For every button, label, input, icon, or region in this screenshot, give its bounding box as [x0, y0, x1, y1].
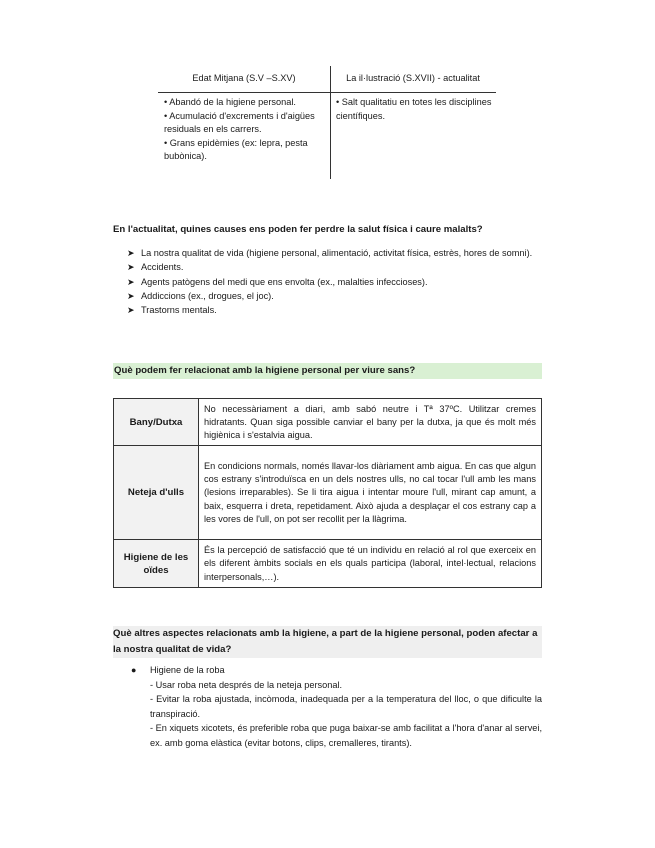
roba-line: - En xiquets xicotets, és preferible roba que puga baixar-se amb facilitat a l'hora d'anar al servei, ex. amb goma elàstica (evitar botons, clips, cremalleres, tirants). [150, 723, 542, 748]
history-item: • Salt qualitatiu en totes les disciplines científiques. [336, 97, 492, 121]
list-item: ➤ La nostra qualitat de vida (higiene personal, alimentació, activitat física, estrès, hores de somni). [127, 246, 543, 260]
roba-line: - Evitar la roba ajustada, incòmoda, inadequada per a la temperatura del lloc, o que dificulte la transpiració. [150, 694, 542, 719]
history-item: • Grans epidèmies (ex: lepra, pesta bubònica). [164, 137, 308, 161]
question-altres-aspectes: Què altres aspectes relacionats amb la higiene, a part de la higiene personal, poden afectar a la nostra qualitat de vida? [113, 626, 542, 658]
causes-list [127, 246, 543, 317]
header-edat-mitjana: Edat Mitjana (S.V –S.XV) [192, 73, 296, 84]
table-row [114, 540, 542, 588]
arrow-bullet-icon: ➤ [127, 262, 135, 273]
roba-line: - Usar roba neta després de la neteja personal. [150, 679, 343, 690]
history-item: • Abandó de la higiene personal. [164, 97, 296, 107]
history-col-1 [164, 96, 328, 164]
hygiene-table [113, 398, 542, 588]
row-key: Higiene de les oïdes [114, 540, 199, 588]
arrow-bullet-icon: ➤ [127, 276, 135, 287]
arrow-bullet-icon: ➤ [127, 305, 135, 316]
row-value: En condicions normals, només llavar-los diàriament amb aigua. En cas que algun cos estrany s'introduïsca en un dels nostres ulls, no cal tocar l'ull amb les mans (lesions irreparables). Se li tira aigua i intentar moure l'ull, mirant cap amunt, a baix, esquerra i dreta, repetidament. Això ajuda a desplaçar el cos estrany cap a les vores de l'ull, on pot ser recollit per la llàgrima. [199, 446, 542, 540]
list-item: ➤ Agents patògens del medi que ens envolta (ex., malalties infeccioses). [127, 275, 543, 289]
table-divider-horizontal [158, 92, 496, 93]
list-item: ➤ Addiccions (ex., drogues, el joc). [127, 289, 543, 303]
row-value: No necessàriament a diari, amb sabó neutre i Tª 37ºC. Utilitzar cremes hidratants. Quan siga possible canviar el bany per la dutxa, ja que és molt més higiènica i s'estalvia aigua. [199, 399, 542, 446]
arrow-bullet-icon: ➤ [127, 290, 135, 301]
question-causes: En l'actualitat, quines causes ens poden fer perdre la salut física i caure malalts? [113, 224, 483, 235]
table-row [114, 446, 542, 540]
bullet-icon: ● [131, 665, 137, 675]
history-col-2 [336, 96, 492, 123]
history-item: • Acumulació d'excrements i d'aigües residuals en els carrers. [164, 110, 315, 134]
roba-title: Higiene de la roba [150, 665, 225, 675]
list-item: ➤ Accidents. [127, 260, 543, 274]
row-key: Neteja d'ulls [114, 446, 199, 540]
table-divider-vertical [330, 66, 331, 179]
row-key: Bany/Dutxa [114, 399, 199, 446]
question-higiene-personal: Què podem fer relacionat amb la higiene personal per viure sans? [113, 363, 542, 379]
table-row [114, 399, 542, 446]
row-value: És la percepció de satisfacció que té un individu en relació al rol que exerceix en els diferent àmbits socials en els quals participa (laboral, intel·lectual, relacions interpersonals,…). [199, 540, 542, 588]
arrow-bullet-icon: ➤ [127, 248, 135, 258]
higiene-roba-block [150, 663, 542, 750]
list-item: ➤ Trastorns mentals. [127, 303, 543, 317]
header-illustracio: La il·lustració (S.XVII) - actualitat [346, 73, 480, 84]
